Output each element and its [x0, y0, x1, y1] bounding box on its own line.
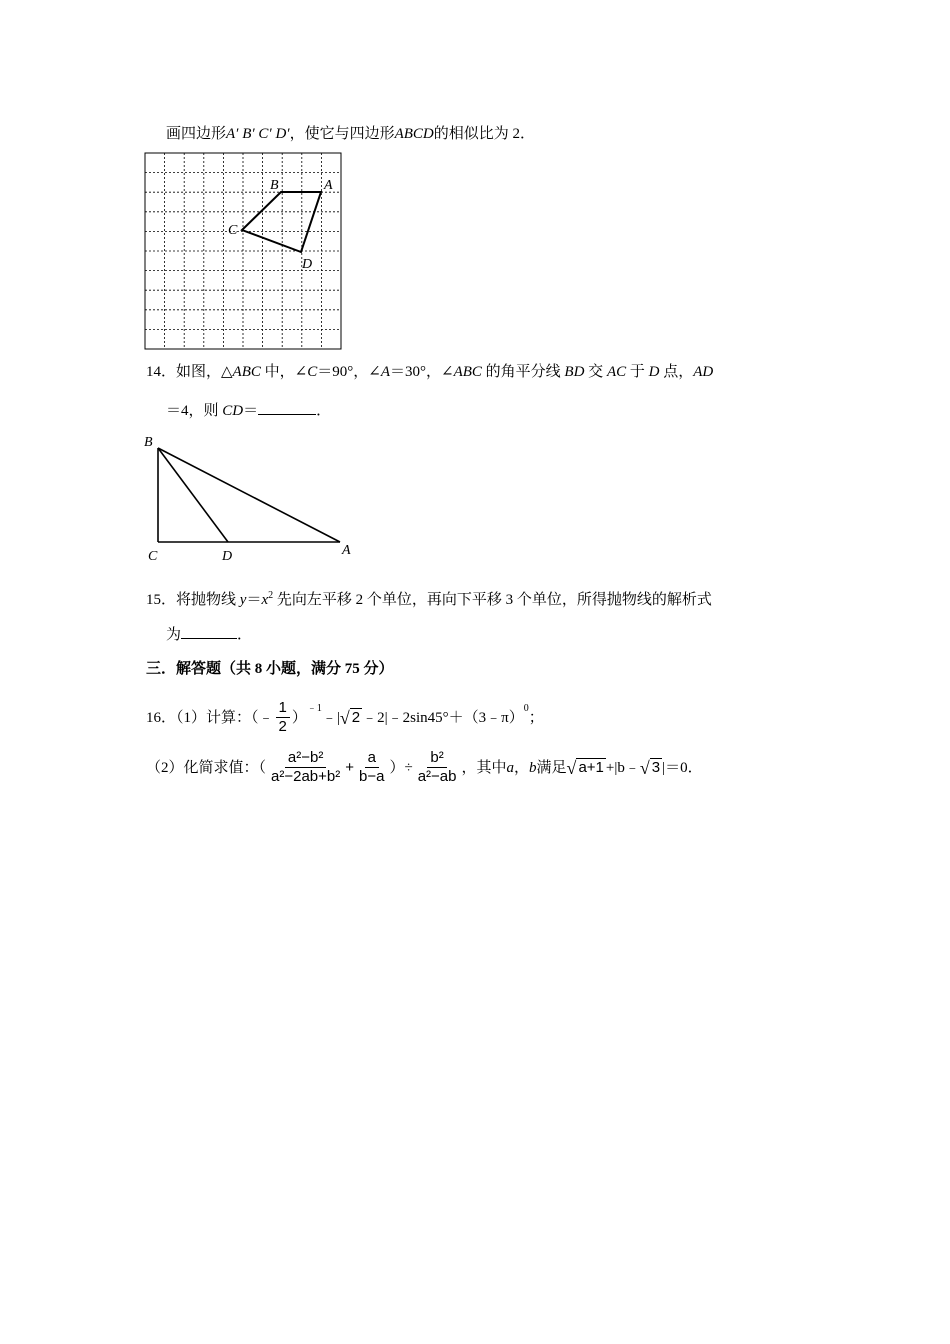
q13-line: 画四边形A′ B′ C′ D′，使它与四边形ABCD的相似比为 2．: [166, 126, 536, 142]
answer-blank: [181, 624, 237, 639]
section-title: 三．解答题（共 8 小题，满分 75 分）: [146, 661, 394, 677]
q16-part2: （2）化简求值：（ $\frac{\text{a²−b²}}{\text{a²−2ab+b²}}$ + $\frac{a}{b-a}$ ）÷ $\frac{\text{b²}}{\text{a²−ab}}$ ，其中 a ， b 满足 √ a+1 +|b﹣ √ 3 |＝0．: [146, 749, 703, 785]
label-a: A: [324, 178, 333, 193]
q14-triangle-figure: [140, 430, 370, 565]
fraction-3: $\frac{\text{b²}}{\text{a²−ab}}$: [417, 749, 457, 785]
label-c: C: [148, 549, 158, 564]
q13-grid-figure: [144, 152, 344, 352]
label-b: B: [144, 435, 153, 450]
label-b: B: [270, 178, 279, 193]
q14-line2: ＝4，则 CD＝ ．: [166, 400, 331, 421]
label-c: C: [228, 223, 238, 238]
q15-line2: 为 ．: [166, 624, 252, 645]
quadrilateral-abcd: [242, 192, 321, 252]
fraction-1: $\frac{\text{a²−b²}}{\text{a²−2ab+b²}}$: [271, 749, 341, 785]
q16-part1: 16．（1）计算：（﹣ $\frac{1}{2}$ ） $^{﹣1}$ ﹣| √ 2 ﹣2|﹣2sin45°＋（3﹣π） $^0$ ；: [146, 699, 544, 735]
fraction-2: $\frac{a}{b-a}$: [359, 749, 385, 785]
fraction-one-half: $\frac{1}{2}$: [276, 699, 290, 736]
q14-line1: 14．如图，△ABC 中，∠C＝90°，∠A＝30°，∠ABC 的角平分线 BD 交 AC 于 D 点，AD: [146, 364, 714, 380]
answer-blank: [258, 400, 316, 415]
label-d: D: [222, 549, 233, 564]
q15-line1: 15．将抛物线 $y=x^2$ 先向左平移 2 个单位，再向下平移 3 个单位，所得抛物线的解析式: [146, 590, 712, 608]
label-d: D: [302, 257, 313, 272]
label-a: A: [342, 543, 351, 558]
